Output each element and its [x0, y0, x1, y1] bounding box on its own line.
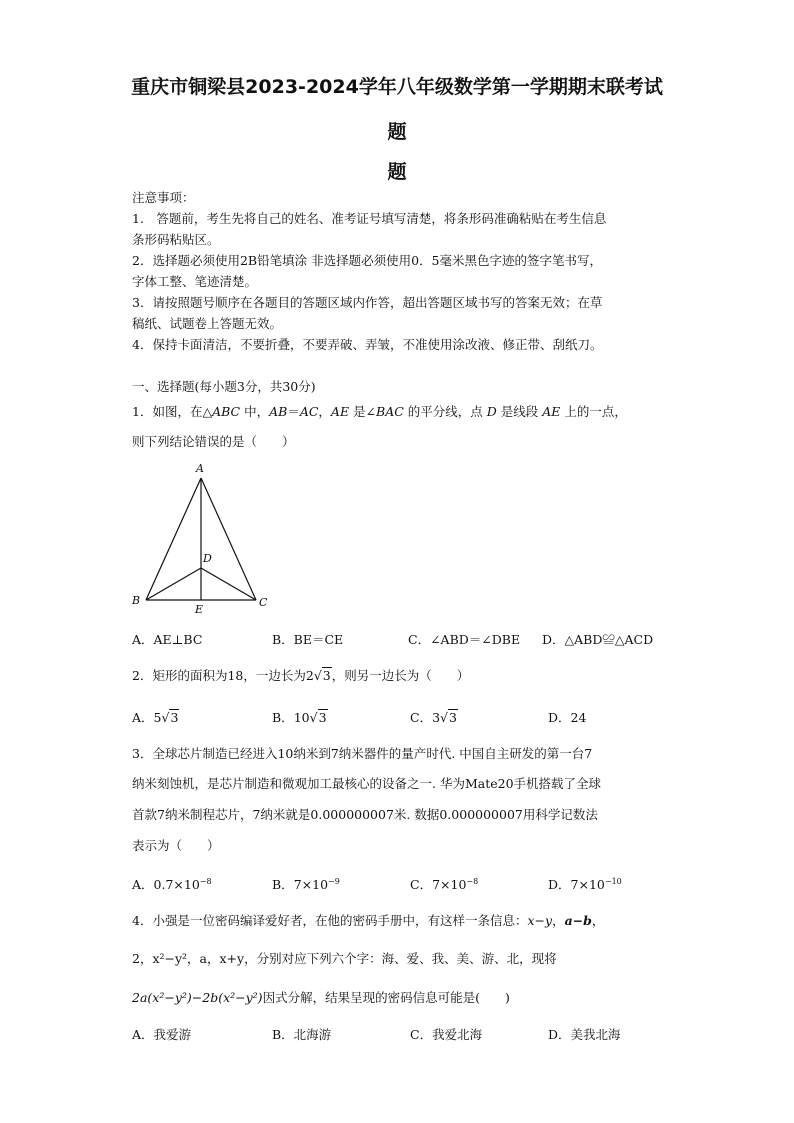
q1-stem-line2: 则下列结论错误的是（ ）	[132, 434, 295, 449]
q3-stem-line: 首款7纳米制程芯片，7纳米就是0.000000007米. 数据0.000000007用科学记数法	[132, 807, 598, 822]
exam-title-line2: 题	[387, 121, 407, 143]
exam-title: 重庆市铜梁县2023-2024学年八年级数学第一学期期末联考试	[131, 76, 663, 98]
notes-line: 字体工整、笔迹清楚。	[132, 274, 258, 289]
section-heading: 一、选择题(每小题3分，共30分)	[132, 379, 316, 394]
q3-stem-line: 表示为（ ）	[132, 838, 220, 853]
notes-line: 3．请按照题号顺序在各题目的答题区域内作答，超出答题区域书写的答案无效；在草	[132, 295, 603, 310]
q4-stem-line2: 2，x²−y²，a，x+y，分别对应下列六个字：海、爱、我、美、游、北，现将	[132, 951, 557, 966]
q3-stem-line: 3．全球芯片制造已经进入10纳米到7纳米器件的量产时代. 中国自主研发的第一台7	[132, 746, 593, 761]
q1-option-c[interactable]: C．∠ABD＝∠DBE	[408, 632, 521, 647]
q3-option-b[interactable]: B．$7\times 10^{-9}$	[272, 876, 340, 892]
q2-option-b[interactable]: B．10√3	[272, 710, 327, 725]
notes-line: 4．保持卡面清洁，不要折叠，不要弄破、弄皱，不准使用涂改液、修正带、刮纸刀。	[132, 337, 603, 352]
notes-heading: 注意事项：	[132, 190, 195, 205]
label-C: C	[259, 596, 268, 609]
q4-option-b[interactable]: B．北海游	[272, 1027, 332, 1042]
q4-option-c[interactable]: C．我爱北海	[410, 1027, 483, 1042]
notes-line: 1. 答题前，考生先将自己的姓名、准考证号填写清楚，将条形码准确粘贴在考生信息	[132, 211, 607, 226]
q3-option-a[interactable]: A．$0.7\times 10^{-8}$	[132, 876, 212, 892]
q4-option-a[interactable]: A．我爱游	[132, 1027, 192, 1042]
label-B: B	[132, 594, 141, 607]
q2-option-d[interactable]: D．24	[548, 710, 587, 725]
q4-option-d[interactable]: D．美我北海	[548, 1027, 621, 1042]
notes-line: 稿纸、试题卷上答题无效。	[132, 316, 283, 331]
q4-stem-line1: 4．小强是一位密码编译爱好者，在他的密码手册中，有这样一条信息：x−y，a−b，	[132, 913, 605, 928]
q2-option-a[interactable]: A．5√3	[132, 710, 179, 725]
exam-title-line3: 题	[387, 161, 407, 183]
q2-stem: 2．矩形的面积为18，一边长为2√3，则另一边长为（ ）	[132, 668, 470, 683]
label-A: A	[196, 462, 204, 475]
q3-option-c[interactable]: C．$7\times 10^{-8}$	[410, 876, 479, 892]
q1-stem-line1: 1．如图，在△ABC 中，AB＝AC，AE 是∠BAC 的平分线，点 D 是线段 AE 上的一点，	[132, 404, 627, 419]
triangle-figure	[128, 458, 278, 618]
notes-line: 2．选择题必须使用2B铅笔填涂 非选择题必须使用0．5毫米黑色字迹的签字笔书写，	[132, 253, 602, 268]
q1-option-a[interactable]: A．AE⊥BC	[132, 632, 203, 647]
q1-option-d[interactable]: D．△ABD≌△ACD	[542, 632, 654, 647]
q1-option-b[interactable]: B．BE＝CE	[272, 632, 344, 647]
q3-option-d[interactable]: D．$7\times 10^{-10}$	[548, 876, 622, 892]
q3-stem-line: 纳米刻蚀机，是芯片制造和微观加工最核心的设备之一. 华为Mate20手机搭载了全球	[132, 776, 602, 791]
notes-line: 条形码粘贴区。	[132, 232, 220, 247]
label-D: D	[203, 552, 212, 565]
q2-option-c[interactable]: C．3√3	[410, 710, 457, 725]
q4-stem-line3: 2a(x²−y²)−2b(x²−y²)因式分解，结果呈现的密码信息可能是( )	[132, 990, 510, 1005]
label-E: E	[195, 603, 204, 616]
